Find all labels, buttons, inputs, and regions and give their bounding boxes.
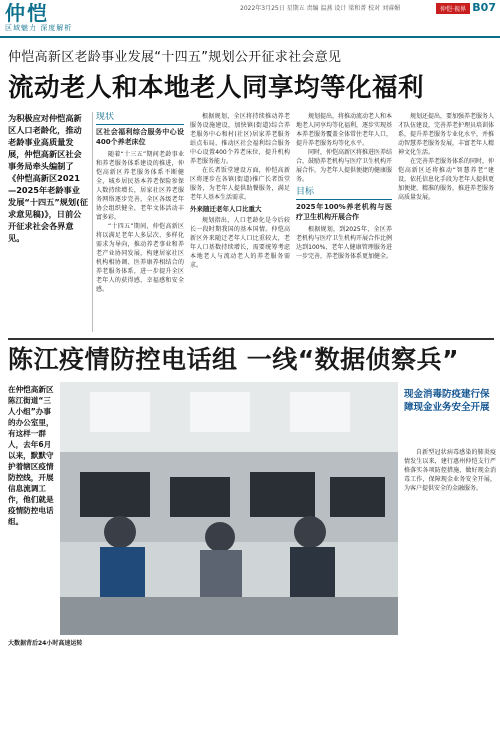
paragraph: 随着“十三五”期间老龄事业和养老服务体系建设的推进，仲恺高新区养老服务体系不断健全，城乡居民基本养老保险参保人数持续增长，居家社区养老服务网络逐步完善，全区各级老年协会组织健全，老年文体活动丰富多彩。: [96, 151, 184, 221]
news-photo: [60, 382, 398, 635]
story1-headline: 流动老人和本地老人同享均等化福利: [8, 73, 425, 103]
goal-title: 2025年100%养老机构与医疗卫生机构开展合作: [296, 199, 392, 222]
paper-name: 仲恺: [5, 1, 49, 25]
page-number: B07: [472, 1, 496, 14]
paragraph: 规划还提出，要加强养老服务人才队伍建设，完善养老护理员培训体系，提升养老服务专业化水平，并推动智慧养老服务发展，丰富老年人精神文化生活。: [398, 113, 494, 156]
paragraph: 规划提出，将推动流动老人和本地老人同享均等化福利，逐步实现基本养老服务覆盖全体常住老年人口，提升养老服务均等化水平。: [296, 113, 392, 147]
office-photo-illustration: [60, 382, 398, 635]
paragraph: 规划指出，人口老龄化是今后较长一段时期我国的基本国情。仲恺高新区外来随迁老年人口比重较大，老年人口基数持续增长，需要统筹考虑本地老人与流动老人的养老服务需求。: [190, 217, 290, 269]
paragraph: 在长者饭堂建设方面，仲恺高新区将逐步在各镇(街道)推广长者饭堂服务，为老年人提供助餐服务，满足老年人基本生活需求。: [190, 167, 290, 201]
story2-lede: 在仲恺高新区陈江街道“三人小组”办事的办公室里，有这样一群人，去年6月以来，默默守护着辖区疫情防控线，开展信息流调工作，他们就是疫情防控电话组。: [8, 385, 54, 526]
paragraph: 根据规划，到2025年，全区养老机构与医疗卫生机构开展合作比例达到100%，老年人健康管理服务进一步完善，养老服务体系更加健全。: [296, 226, 392, 260]
paragraph: 根据规划，全区将持续推动养老服务设施建设，加快镇(街道)综合养老服务中心和村(社区)居家养老服务站点布局，推动区社会福利综合服务中心设置400个养老床位，提升机构养老服务能力。: [190, 113, 290, 165]
column-divider: [92, 112, 93, 332]
photo-caption: 大数据背后24小时高速运转: [8, 640, 83, 647]
story1-column-2: [96, 112, 184, 334]
story1-lede: 为积极应对仲恺高新区人口老龄化，推动老龄事业高质量发展，仲恺高新区社会事务局牵头编制了《仲恺高新区2021—2025年老龄事业发展“十四五”规划(征求意见稿)》，日前公开征求社会各界意见。: [8, 113, 89, 243]
status-title: 区社会福利综合服务中心设400个养老床位: [96, 124, 184, 147]
paper-slogan: 区域魅力 深度解析: [5, 24, 73, 32]
sidebar-headline: 现金消毒防疫建行保障现金业务安全开展: [404, 389, 490, 413]
story-divider: [8, 338, 494, 340]
story1-column-4: [296, 112, 392, 334]
status-kicker: 现状: [96, 112, 115, 122]
paragraph: “十四五”期间，仲恺高新区将以满足老年人多层次、多样化需求为导向，推动养老事业和养老产业协同发展，构建居家社区机构相协调、医养康养相结合的养老服务体系，进一步提升全区老年人的获得感、幸福感和安全感。: [96, 223, 184, 293]
story2-headline: 陈江疫情防控电话组 一线“数据侦察兵”: [8, 345, 460, 374]
goal-kicker: 目标: [296, 187, 315, 197]
issue-info: 2022年3月25日 星期五 责编 温燕 设计 梁和菁 校对 刘睿媚: [240, 5, 401, 12]
paragraph: 同时，仲恺高新区将推进医养结合，鼓励养老机构与医疗卫生机构开展合作，为老年人提供便捷的健康服务。: [296, 149, 392, 183]
masthead-logo: [5, 1, 73, 35]
paragraph: 自新型冠状病毒感染的肺炎疫情发生以来，建行惠州仲恺支行严格落实各项防控措施，做好现金消毒工作，保障现金业务安全开展，为客户提供安全的金融服务。: [404, 449, 496, 492]
paragraph: 在完善养老服务体系的同时，仲恺高新区还将推动“智慧养老”建设，依托信息化手段为老年人提供更加便捷、精准的服务，推进养老服务高质量发展。: [398, 158, 494, 201]
masthead: [0, 0, 500, 38]
story1-column-5: [398, 112, 494, 334]
story1-sub-headline: 仲恺高新区老龄事业发展“十四五”规划公开征求社会意见: [8, 50, 342, 65]
sidebar-text: [404, 448, 496, 738]
section-tag: 仲恺·视界: [436, 3, 470, 14]
story1-column-3: [190, 112, 290, 334]
section-title: 外来随迁老年人口比重大: [190, 205, 262, 213]
